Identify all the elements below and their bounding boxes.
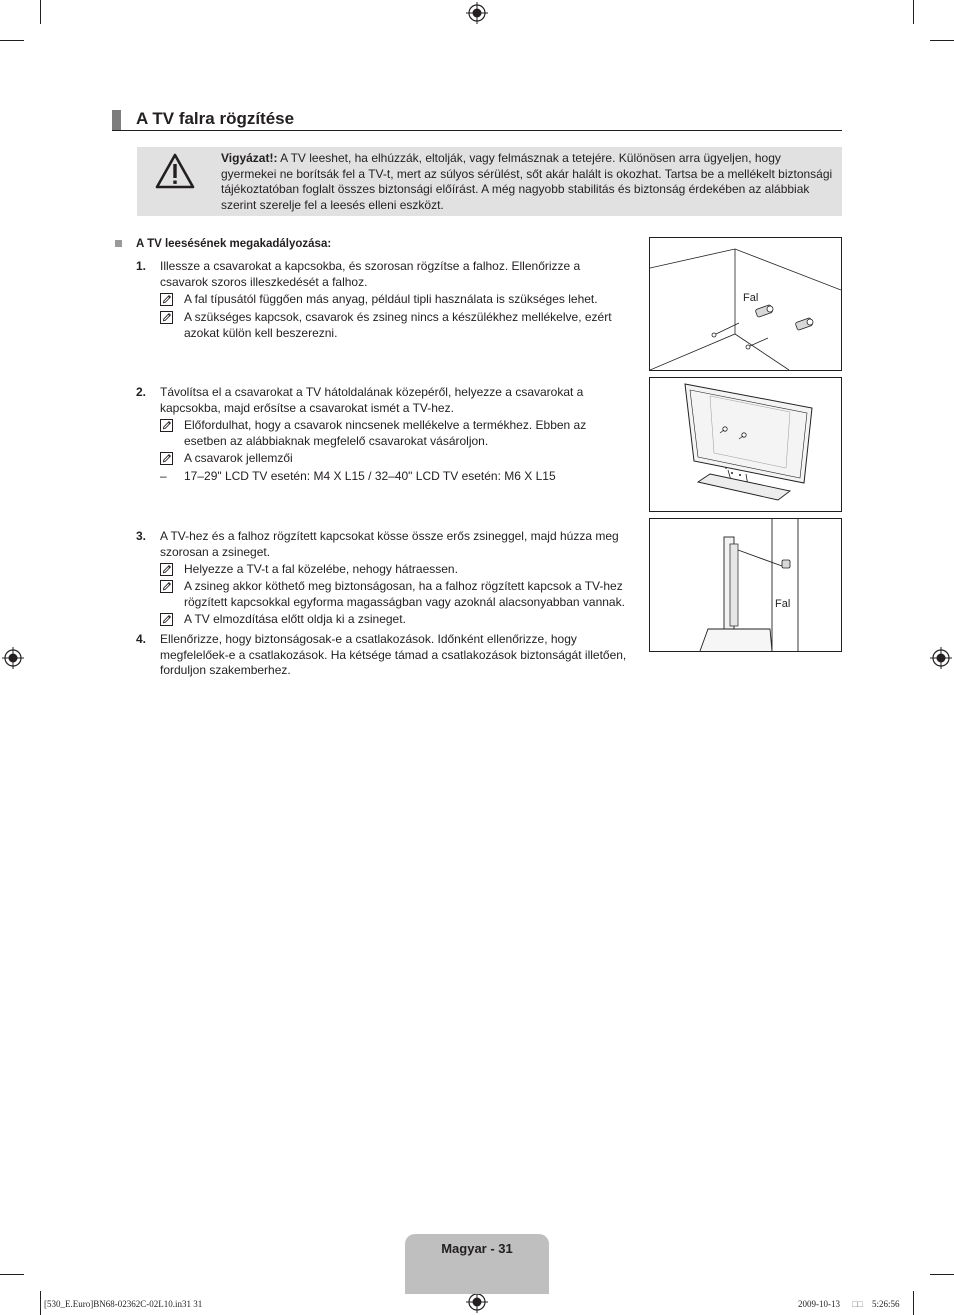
registration-mark-icon: [466, 2, 488, 24]
step-text-line: Ellenőrizze, hogy biztonságosak-e a csatlakozások. Időnként ellenőrizze, hogy: [160, 632, 577, 646]
caution-text: [221, 151, 833, 213]
step-1: [136, 259, 636, 289]
crop-mark: [913, 1291, 914, 1315]
step-4: [136, 632, 636, 678]
figure-tv-side: [649, 518, 842, 652]
heading-bar: [112, 110, 121, 130]
tv-back-illustration: [650, 378, 841, 511]
crop-mark: [0, 40, 24, 41]
note-icon: [160, 613, 173, 626]
step-text-line: szorosan a zsineget.: [160, 544, 271, 559]
dash-mark: –: [160, 469, 167, 483]
page-title: A TV falra rögzítése: [136, 109, 295, 128]
heading-rule: [112, 130, 842, 131]
footer-time: 5:26:56: [872, 1299, 900, 1309]
crop-mark: [913, 0, 914, 24]
note-icon: [160, 452, 173, 465]
tv-side-illustration: [650, 519, 841, 651]
note-text: A szükséges kapcsok, csavarok és zsineg nincs a készülékhez mellékelve, ezért: [184, 310, 612, 324]
step-text-line: Illessze a csavarokat a kapcsokba, és szorosan rögzítse a falhoz. Ellenőrizze a: [160, 259, 581, 273]
crop-mark: [930, 40, 954, 41]
note-text: A zsineg akkor köthető meg biztonságosan, ha a falhoz rögzített kapcsok a TV-hez: [184, 579, 623, 593]
step-number: 1.: [136, 259, 147, 273]
step-text-line: A TV-hez és a falhoz rögzített kapcsokat kösse össze erős zsineggel, majd húzza meg: [160, 529, 619, 543]
warning-triangle-icon: [155, 153, 195, 189]
crop-mark: [930, 1274, 954, 1275]
crop-mark: [40, 0, 41, 24]
wall-label: Fal: [775, 598, 791, 610]
note-text: azokat külön kell beszerezni.: [184, 325, 338, 340]
figure-wall-brackets: [649, 237, 842, 371]
footer-glyphs: □□: [852, 1299, 863, 1309]
page-number: Magyar - 31: [441, 1241, 513, 1256]
note-icon: [160, 563, 173, 576]
note-text: esetben az alábbiaknak megfelelő csavarokat vásároljon.: [184, 433, 489, 448]
section-title: A TV leesésének megakadályozása:: [136, 238, 332, 250]
note-text: A TV elmozdítása előtt oldja ki a zsineget.: [184, 612, 406, 626]
caution-body: A TV leeshet, ha elhúzzák, eltolják, vagy felmásznak a tetejére. Különösen arra ügyeljen, hogy gyermekei ne borítsák fel a TV-t, mert az súlyos sérülést, sőt akár halált is okozhat. Tartsa be a mellékelt biztonsági tájékoztatóban foglalt összes biztonsági előírást. A még nagyobb stabilitás és biztonság érdekében az alábbiak szerint szerelje fel a leesés elleni eszközt.: [221, 151, 833, 212]
registration-mark-icon: [2, 647, 24, 669]
wall-label: Fal: [743, 292, 759, 304]
crop-mark: [0, 1274, 24, 1275]
note-text: Előfordulhat, hogy a csavarok nincsenek mellékelve a termékhez. Ebben az: [184, 418, 587, 432]
caution-label: Vigyázat!:: [221, 151, 278, 165]
note-text: Helyezze a TV-t a fal közelébe, nehogy hátraessen.: [184, 562, 458, 576]
note-text: A fal típusától függően más anyag, például tipli használata is szükséges lehet.: [184, 292, 598, 306]
screw-spec: 17–29" LCD TV esetén: M4 X L15 / 32–40" LCD TV esetén: M6 X L15: [184, 469, 556, 483]
note-text: A csavarok jellemzői: [184, 451, 293, 465]
step-2: [136, 385, 636, 415]
step-3: [136, 529, 636, 559]
note-icon: [160, 419, 173, 432]
note-icon: [160, 580, 173, 593]
section-bullet: [115, 240, 122, 247]
step-text-line: kapcsokba, majd erősítse a csavarokat ismét a TV-hez.: [160, 400, 454, 415]
note-icon: [160, 293, 173, 306]
step-number: 2.: [136, 385, 147, 399]
note-icon: [160, 311, 173, 324]
figure-tv-back: [649, 377, 842, 512]
registration-mark-icon: [466, 1291, 488, 1313]
spec-item: [160, 469, 556, 485]
step-text-line: megfelelőek-e a csatlakozások. Ha kétsége támad a csatlakozások biztonságát illetően,: [160, 647, 627, 662]
step-text-line: csavarok szoros illeszkedését a falhoz.: [160, 274, 368, 289]
step-text-line: Távolítsa el a csavarokat a TV hátoldalának közepéről, helyezze a csavarokat a: [160, 385, 584, 399]
step-number: 3.: [136, 529, 147, 543]
footer-file: [530_E.Euro]BN68-02362C-02L10.in31 31: [44, 1299, 203, 1309]
registration-mark-icon: [930, 647, 952, 669]
note-text: rögzített kapcsokkal egyforma magasságban vagy azoknál alacsonyabban vannak.: [184, 594, 625, 609]
step-number: 4.: [136, 632, 147, 646]
step-text-line: forduljon szakemberhez.: [160, 663, 291, 678]
footer-date: 2009-10-13: [798, 1299, 840, 1309]
crop-mark: [40, 1291, 41, 1315]
